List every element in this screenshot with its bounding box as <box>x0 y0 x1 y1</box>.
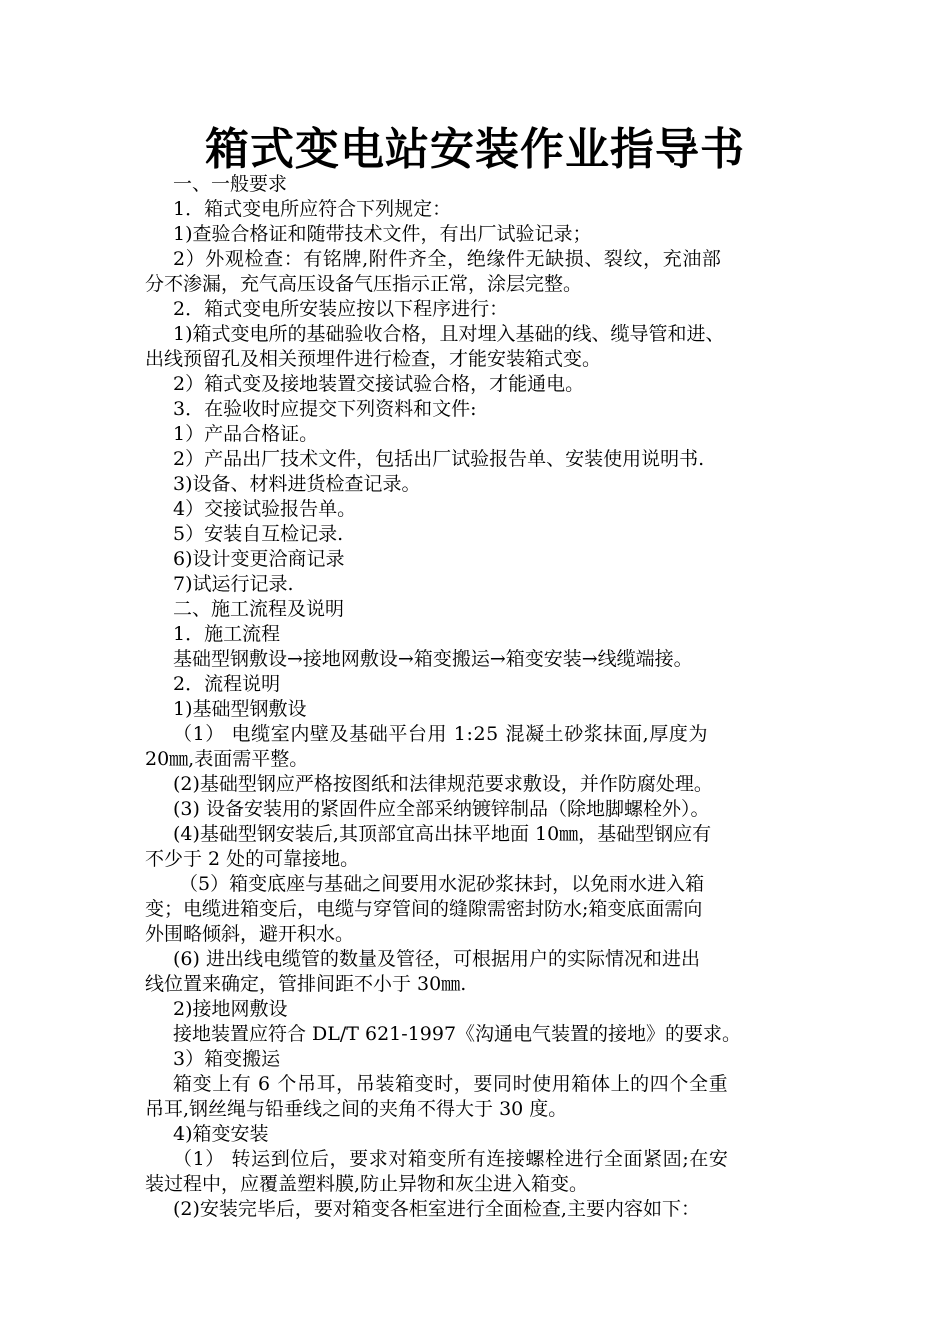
paragraph-line: (4)基础型钢安装后,其顶部宜高出抹平地面 10㎜，基础型钢应有 <box>173 823 712 845</box>
paragraph-line: 2）产品出厂技术文件，包括出厂试验报告单、安装使用说明书. <box>173 448 705 470</box>
paragraph-line: （1） 电缆室内壁及基础平台用 1:25 混凝土砂浆抹面,厚度为 <box>173 723 709 745</box>
paragraph-line: 7)试运行记录. <box>173 573 294 595</box>
paragraph-line: 1)箱式变电所的基础验收合格，且对埋入基础的线、缆导管和进、 <box>173 323 725 345</box>
paragraph-line: 分不渗漏，充气高压设备气压指示正常，涂层完整。 <box>145 273 583 295</box>
paragraph-line: 2．流程说明 <box>173 673 281 695</box>
paragraph-line: 3．在验收时应提交下列资料和文件: <box>173 398 477 420</box>
paragraph-line: (2)基础型钢应严格按图纸和法律规范要求敷设，并作防腐处理。 <box>173 773 713 795</box>
paragraph-line: 1．箱式变电所应符合下列规定： <box>173 198 452 220</box>
section-heading: 一、一般要求 <box>173 173 288 195</box>
paragraph-line: 箱变上有 6 个吊耳，吊装箱变时，要同时使用箱体上的四个全重 <box>173 1073 729 1095</box>
paragraph-line: 3）箱变搬运 <box>173 1048 281 1070</box>
document-title: 箱式变电站安装作业指导书 <box>205 124 745 175</box>
paragraph-line: （5）箱变底座与基础之间要用水泥砂浆抹封，以免雨水进入箱 <box>179 873 705 895</box>
paragraph-line: 20㎜,表面需平整。 <box>145 748 309 770</box>
paragraph-line: 1．施工流程 <box>173 623 281 645</box>
paragraph-line: 变；电缆进箱变后，电缆与穿管间的缝隙需密封防水;箱变底面需向 <box>145 898 703 920</box>
paragraph-line: 1）产品合格证。 <box>173 423 319 445</box>
paragraph-line: 线位置来确定，管排间距不小于 30㎜. <box>145 973 467 995</box>
paragraph-line: 吊耳,钢丝绳与铅垂线之间的夹角不得大于 30 度。 <box>145 1098 568 1120</box>
paragraph-line: 1)查验合格证和随带技术文件，有出厂试验记录； <box>173 223 592 245</box>
paragraph-line: 2）外观检查：有铭牌,附件齐全，绝缘件无缺损、裂纹，充油部 <box>173 248 722 270</box>
section-heading: 二、施工流程及说明 <box>173 598 345 620</box>
paragraph-line: 装过程中，应覆盖塑料膜,防止异物和灰尘进入箱变。 <box>145 1173 589 1195</box>
paragraph-line: 3)设备、材料进货检查记录。 <box>173 473 421 495</box>
paragraph-line: 4)箱变安装 <box>173 1123 269 1145</box>
paragraph-line: (3) 设备安装用的紧固件应全部采纳镀锌制品（除地脚螺栓外）。 <box>173 798 710 820</box>
paragraph-line: 2．箱式变电所安装应按以下程序进行： <box>173 298 509 320</box>
paragraph-line: 6)设计变更洽商记录 <box>173 548 345 570</box>
paragraph-line: 不少于 2 处的可靠接地。 <box>145 848 360 870</box>
paragraph-line: 2）箱式变及接地装置交接试验合格，才能通电。 <box>173 373 585 395</box>
paragraph-line: 基础型钢敷设→接地网敷设→箱变搬运→箱变安装→线缆端接。 <box>173 648 693 670</box>
paragraph-line: 接地装置应符合 DL/T 621-1997《沟通电气装置的接地》的要求。 <box>173 1023 742 1045</box>
document-body <box>145 172 815 1222</box>
paragraph-line: 出线预留孔及相关预埋件进行检查，才能安装箱式变。 <box>145 348 602 370</box>
paragraph-line: (2)安装完毕后，要对箱变各柜室进行全面检查,主要内容如下： <box>173 1198 700 1220</box>
paragraph-line: 1)基础型钢敷设 <box>173 698 307 720</box>
paragraph-line: （1） 转运到位后，要求对箱变所有连接螺栓进行全面紧固;在安 <box>173 1148 729 1170</box>
paragraph-line: 2)接地网敷设 <box>173 998 288 1020</box>
paragraph-line: 4）交接试验报告单。 <box>173 498 357 520</box>
paragraph-line: 5）安装自互检记录. <box>173 523 344 545</box>
paragraph-line: (6) 进出线电缆管的数量及管径，可根据用户的实际情况和进出 <box>173 948 700 970</box>
paragraph-line: 外围略倾斜，避开积水。 <box>145 923 355 945</box>
